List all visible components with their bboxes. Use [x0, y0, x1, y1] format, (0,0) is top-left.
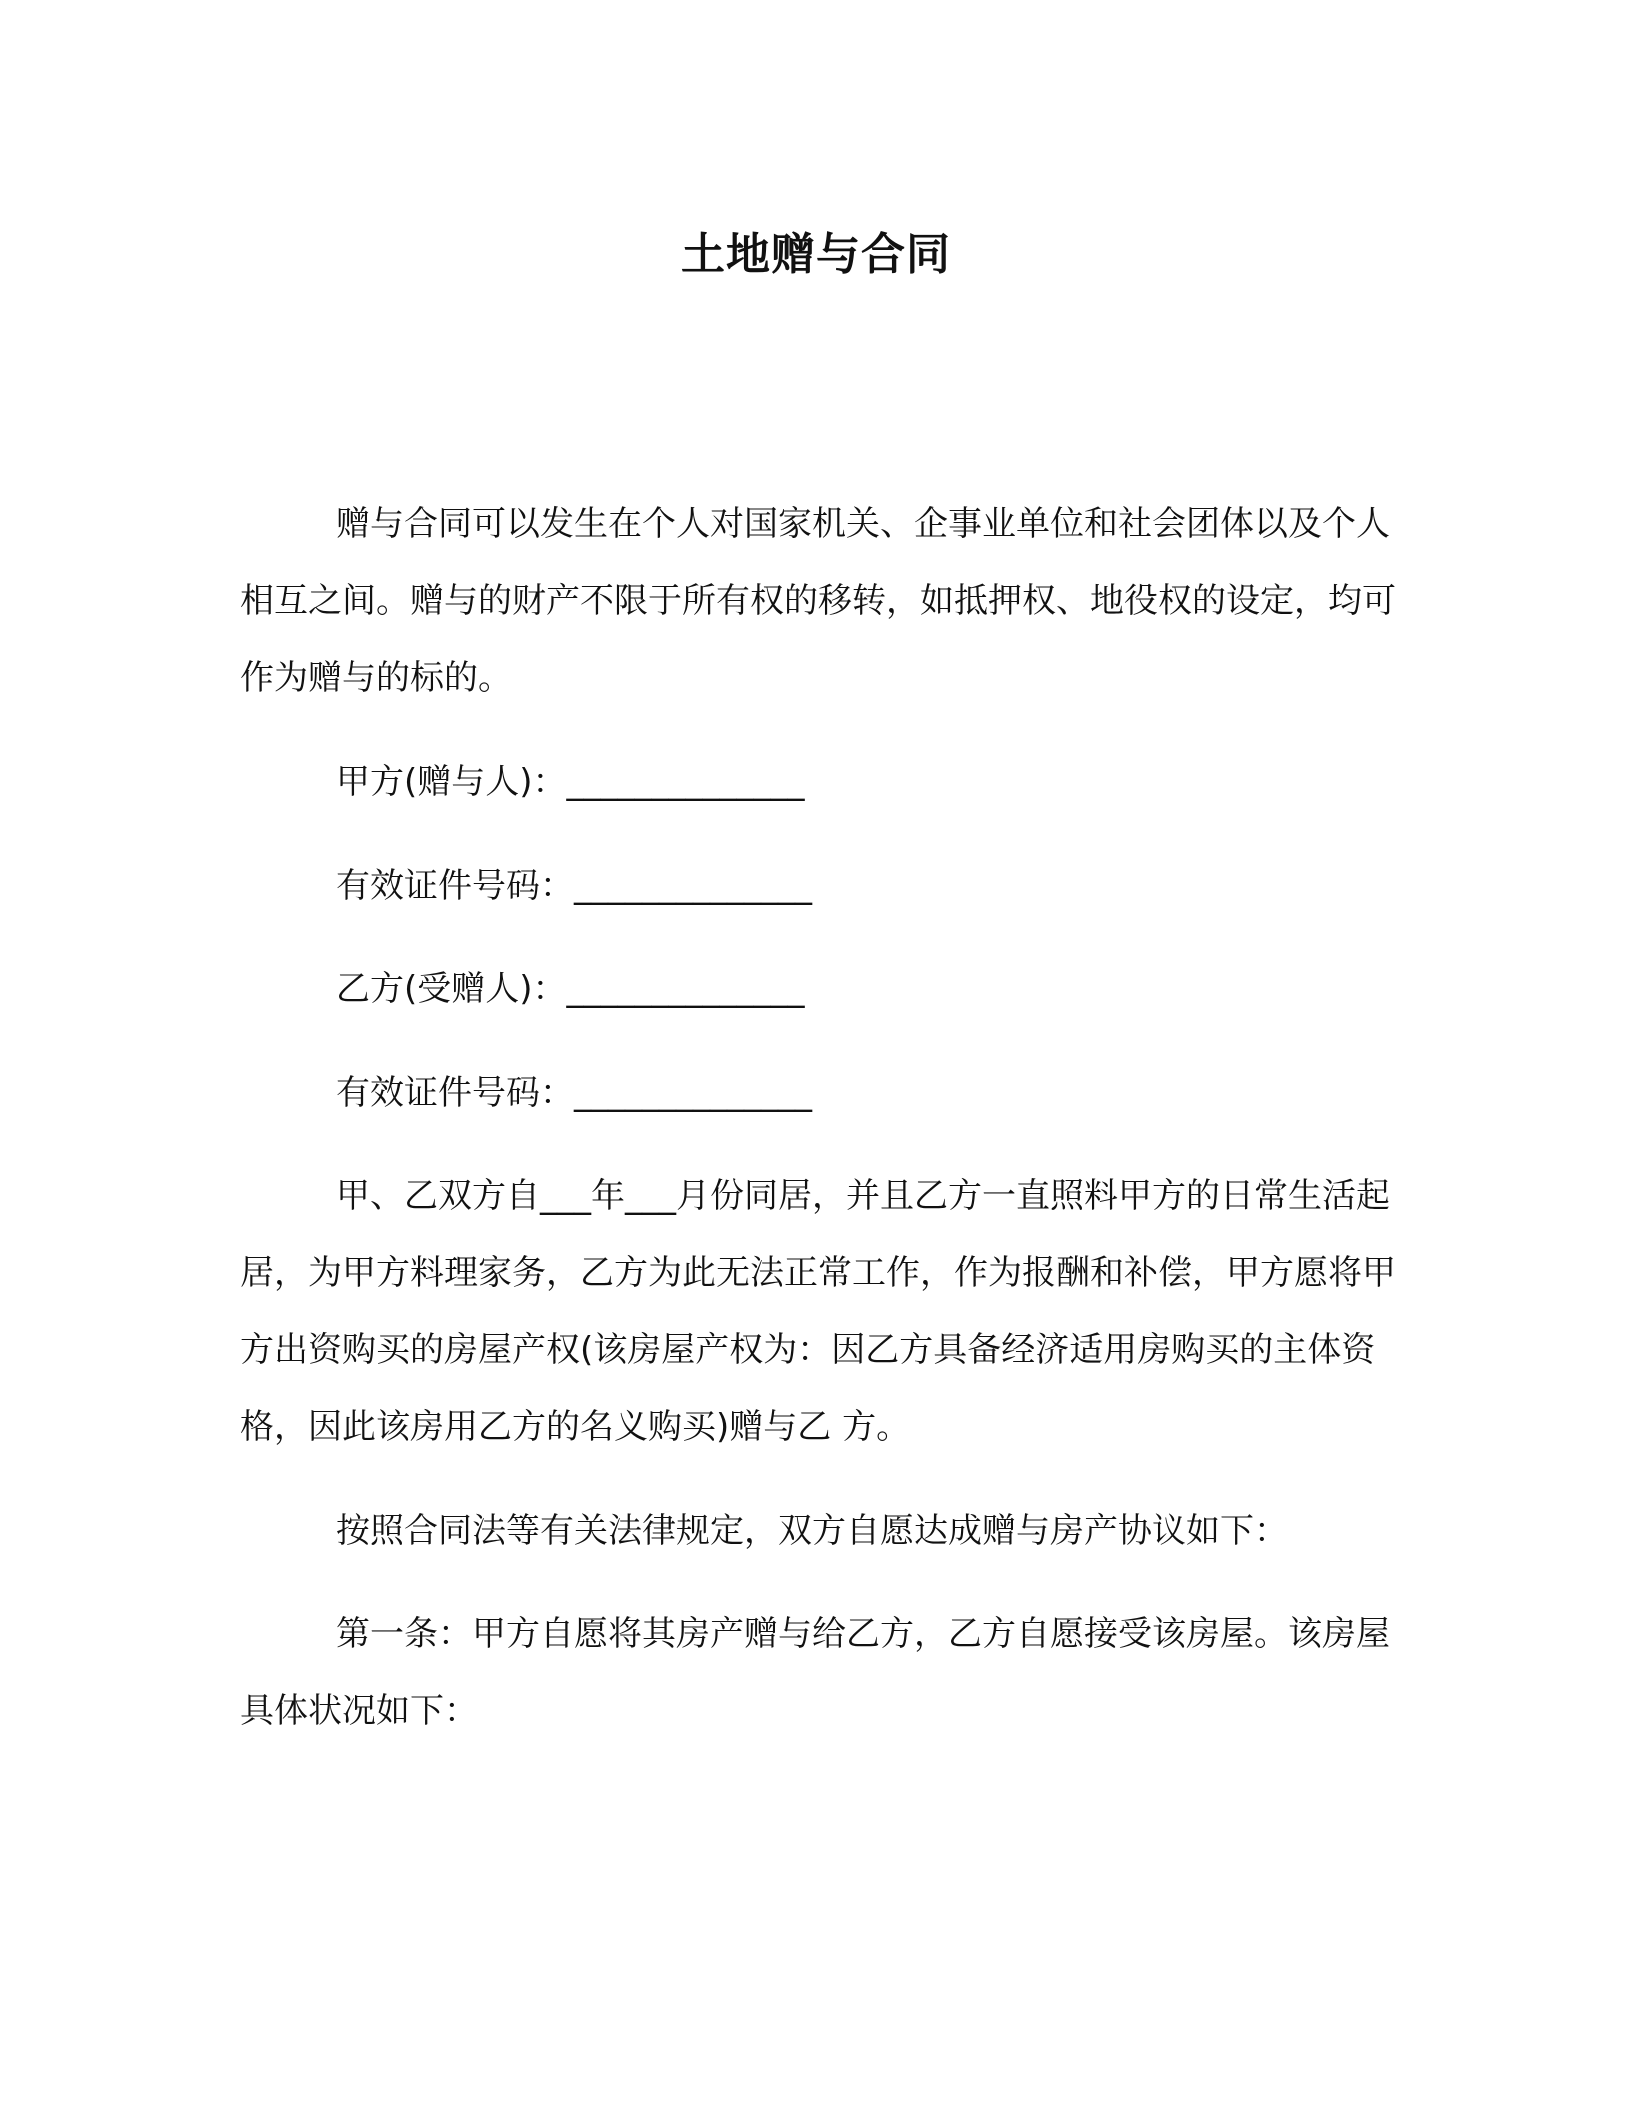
intro-paragraph — [240, 486, 1400, 717]
agreement-text: 按照合同法等有关法律规定，双方自愿达成赠与房产协议如下： — [336, 1511, 1288, 1551]
cohabitation-paragraph — [240, 1158, 1400, 1466]
agreement-paragraph — [240, 1493, 1400, 1570]
donor-id-blank: ______________ — [574, 866, 812, 906]
donee-id-field — [336, 1063, 812, 1123]
donee-label: 乙方(受赠人)： — [336, 969, 567, 1009]
donor-label: 甲方(赠与人)： — [336, 762, 567, 802]
article-1-paragraph — [240, 1596, 1400, 1750]
donee-id-label: 有效证件号码： — [336, 1073, 574, 1113]
intro-text: 赠与合同可以发生在个人对国家机关、企事业单位和社会团体以及个人相互之间。赠与的财产不限于所有权的移转，如抵押权、地役权的设定，均可作为赠与的标的。 — [240, 504, 1396, 698]
donor-blank: ______________ — [566, 762, 805, 802]
donor-id-label: 有效证件号码： — [336, 866, 574, 906]
donee-blank: ______________ — [566, 969, 805, 1009]
cohabitation-text: 甲、乙双方自___年___月份同居，并且乙方一直照料甲方的日常生活起居，为甲方料理家务，乙方为此无法正常工作，作为报酬和补偿，甲方愿将甲方出资购买的房屋产权(该房屋产权为：因乙方具备经济适用房购买的主体资格，因此该房用乙方的名义购买)赠与乙 方。 — [240, 1176, 1396, 1447]
donor-id-field — [336, 856, 812, 916]
document-title: 土地赠与合同 — [681, 229, 951, 280]
donee-field — [336, 959, 805, 1019]
donee-id-blank: ______________ — [574, 1073, 812, 1113]
article-1-text: 第一条：甲方自愿将其房产赠与给乙方，乙方自愿接受该房屋。该房屋具体状况如下： — [240, 1614, 1390, 1731]
donor-field — [336, 752, 805, 812]
